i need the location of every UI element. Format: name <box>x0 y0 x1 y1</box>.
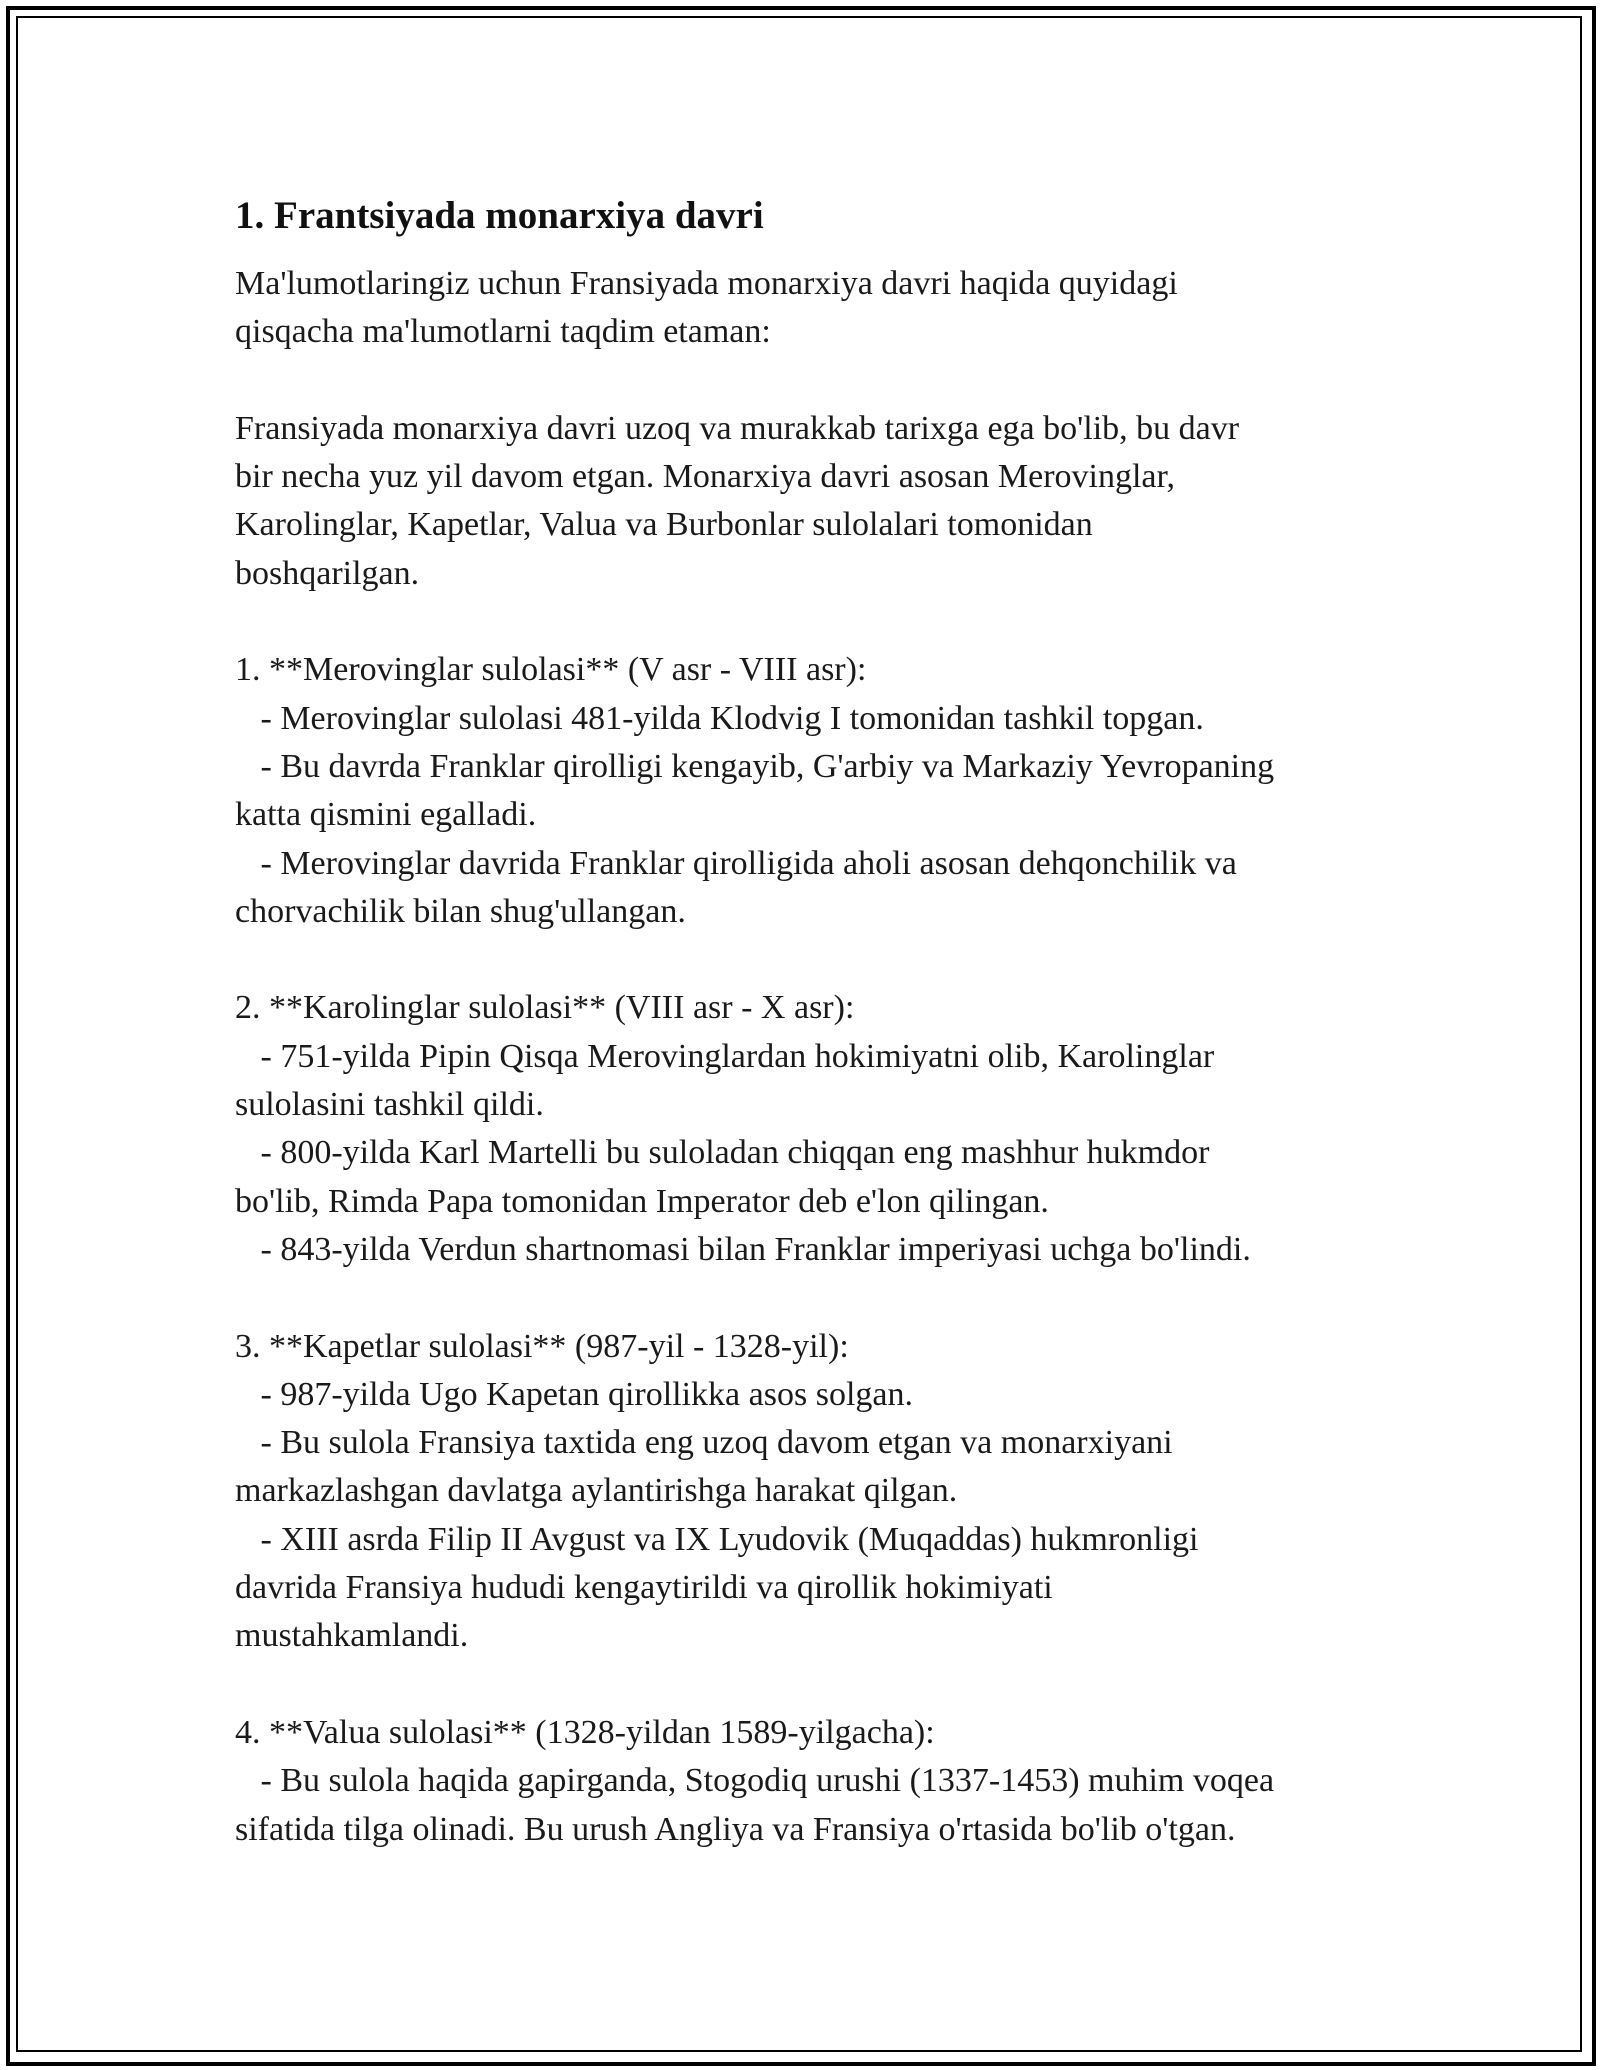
document-title: 1. Frantsiyada monarxiya davri <box>235 194 764 237</box>
document-body: Ma'lumotlaringiz uchun Fransiyada monarxiya davri haqida quyidagi qisqacha ma'lumotlarni taqdim etaman: Fransiyada monarxiya davri uzoq va murakkab tarixga ega bo'lib, bu davr bir necha yuz yil davom etgan. Monarxiya davri asosan Merovinglar, Karolinglar, Kapetlar, Valua va Burbonlar sulolalari tomonidan boshqarilgan. 1. **Merovinglar sulolasi** (V asr - VIII asr): - Merovinglar sulolasi 481-yilda Klodvig I tomonidan tashkil topgan. - Bu davrda Franklar qirolligi kengayib, G'arbiy va Markaziy Yevropaning katta qismini egalladi. - Merovinglar davrida Franklar qirolligida aholi asosan dehqonchilik va chorvachilik bilan shug'ullangan. 2. **Karolinglar sulolasi** (VIII asr - X asr): - 751-yilda Pipin Qisqa Merovinglardan hokimiyatni olib, Karolinglar sulolasini tashkil qildi. - 800-yilda Karl Martelli bu suloladan chiqqan eng mashhur hukmdor bo'lib, Rimda Papa tomonidan Imperator deb e'lon qilingan. - 843-yilda Verdun shartnomasi bilan Franklar imperiyasi uchga bo'lindi. 3. **Kapetlar sulolasi** (987-yil - 1328-yil): - 987-yilda Ugo Kapetan qirollikka asos solgan. - Bu sulola Fransiya taxtida eng uzoq davom etgan va monarxiyani markazlashgan davlatga aylantirishga harakat qilgan. - XIII asrda Filip II Avgust va IX Lyudovik (Muqaddas) hukmronligi davrida Fransiya hududi kengaytirildi va qirollik hokimiyati mustahkamlandi. 4. **Valua sulolasi** (1328-yildan 1589-yilgacha): - Bu sulola haqida gapirganda, Stogodiq urushi (1337-1453) muhim voqea sifatida tilga olinadi. Bu urush Angliya va Fransiya o'rtasida bo'lib o'tgan. <box>235 265 1275 1848</box>
document-content <box>235 188 1375 1854</box>
